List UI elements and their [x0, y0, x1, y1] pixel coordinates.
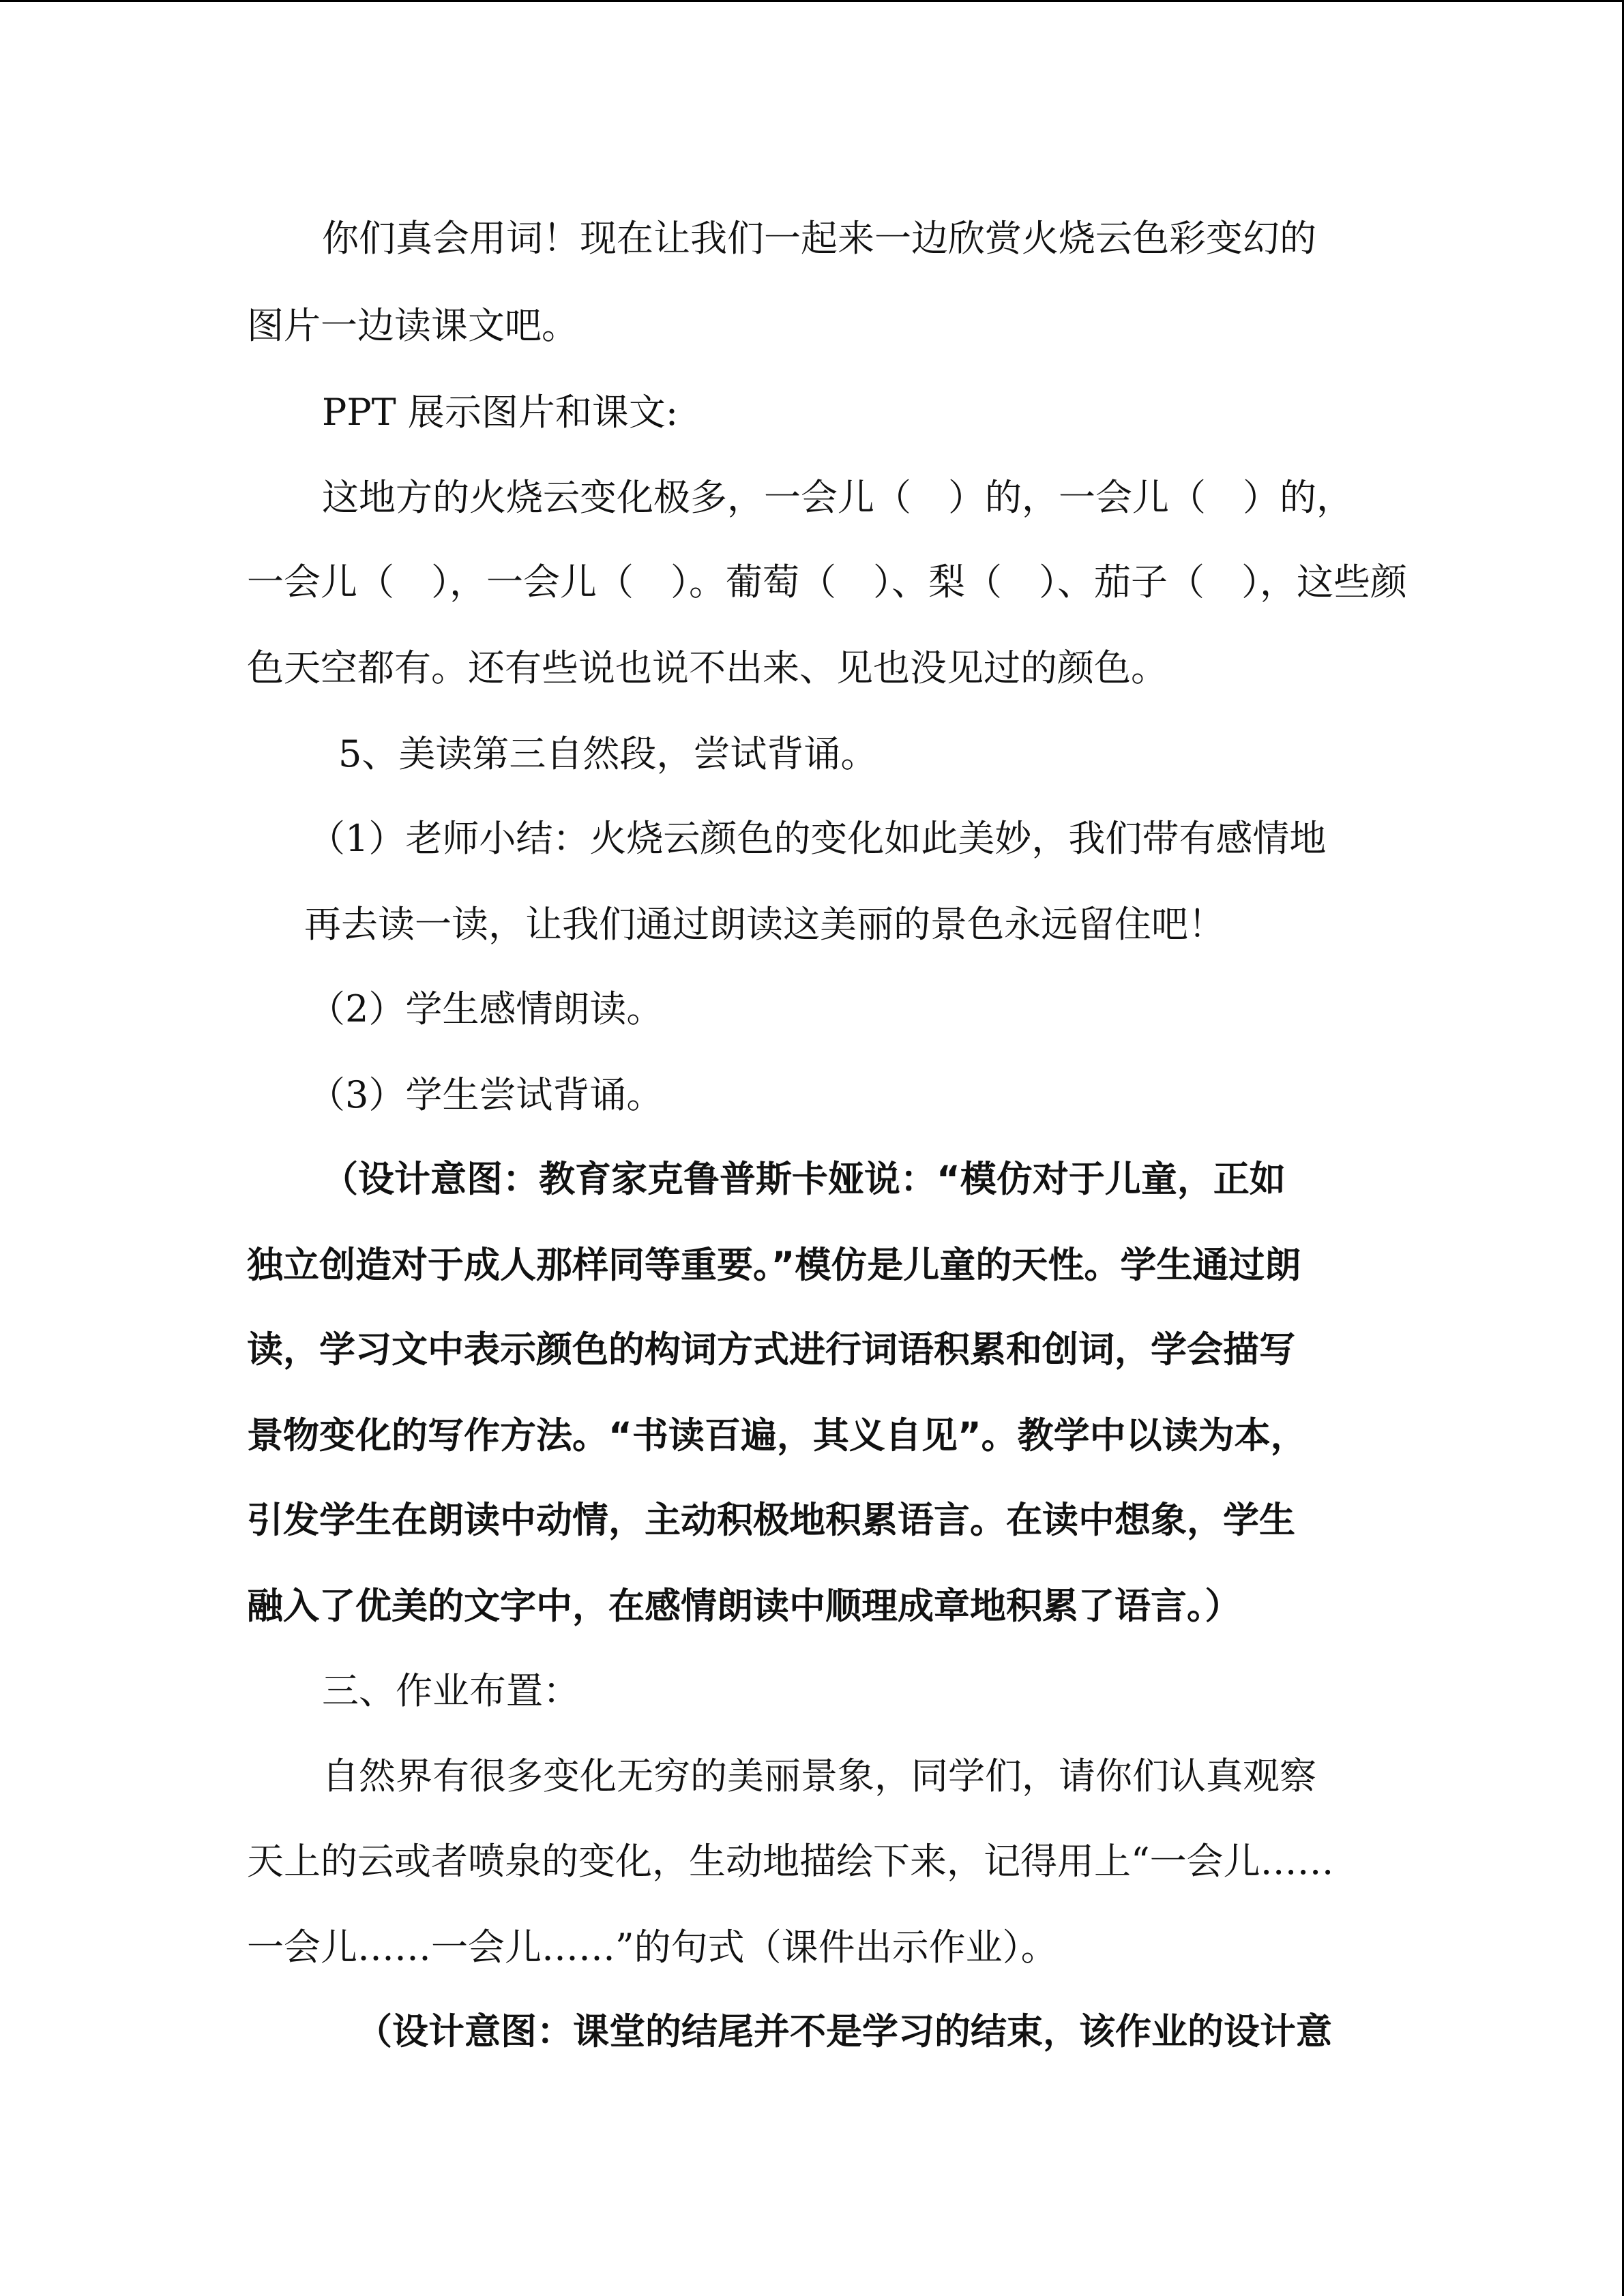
paragraph-line: 图片一边读课文吧。 [247, 304, 578, 347]
paragraph-line: （1）老师小结：火烧云颜色的变化如此美妙，我们带有感情地 [308, 817, 1327, 860]
design-intent-line: 独立创造对于成人那样同等重要。”模仿是儿童的天性。学生通过朗 [247, 1244, 1301, 1286]
paragraph-line: （3）学生尝试背诵。 [308, 1073, 664, 1116]
paragraph-line: 5、美读第三自然段，尝试背诵。 [338, 732, 878, 775]
paragraph-line: （2）学生感情朗读。 [308, 987, 664, 1030]
design-intent-line: 引发学生在朗读中动情，主动积极地积累语言。在读中想象，学生 [247, 1500, 1295, 1541]
design-intent-line: （设计意图：教育家克鲁普斯卡娅说：“模仿对于儿童，正如 [322, 1159, 1286, 1200]
paragraph-line: 一会儿（ ），一会儿（ ）。葡萄（ ）、梨（ ）、茄子（ ），这些颜 [247, 561, 1407, 603]
paragraph-line: 色天空都有。还有些说也说不出来、见也没见过的颜色。 [247, 646, 1168, 689]
paragraph-line: 你们真会用词！现在让我们一起来一边欣赏火烧云色彩变幻的 [322, 217, 1316, 260]
paragraph-line: 天上的云或者喷泉的变化，生动地描绘下来，记得用上“一会儿…… [247, 1840, 1334, 1883]
design-intent-line: 景物变化的写作方法。“书读百遍，其义自见”。教学中以读为本， [247, 1415, 1307, 1457]
paragraph-line: 一会儿……一会儿……”的句式（课件出示作业）。 [247, 1926, 1058, 1969]
paragraph-line: PPT 展示图片和课文: [322, 391, 679, 434]
design-intent-line: 读，学习文中表示颜色的构词方式进行词语积累和创词，学会描写 [247, 1329, 1295, 1371]
section-heading: 三、作业布置： [322, 1669, 580, 1712]
design-intent-line: （设计意图：课堂的结尾并不是学习的结束，该作业的设计意 [356, 2011, 1332, 2053]
paragraph-line: 再去读一读，让我们通过朗读这美丽的景色永远留住吧！ [304, 903, 1225, 946]
paragraph-line: 自然界有很多变化无穷的美丽景象，同学们，请你们认真观察 [322, 1755, 1316, 1798]
paragraph-line: 这地方的火烧云变化极多，一会儿（ ）的，一会儿（ ）的， [322, 476, 1353, 519]
design-intent-line: 融入了优美的文字中，在感情朗读中顺理成章地积累了语言。） [247, 1585, 1241, 1627]
